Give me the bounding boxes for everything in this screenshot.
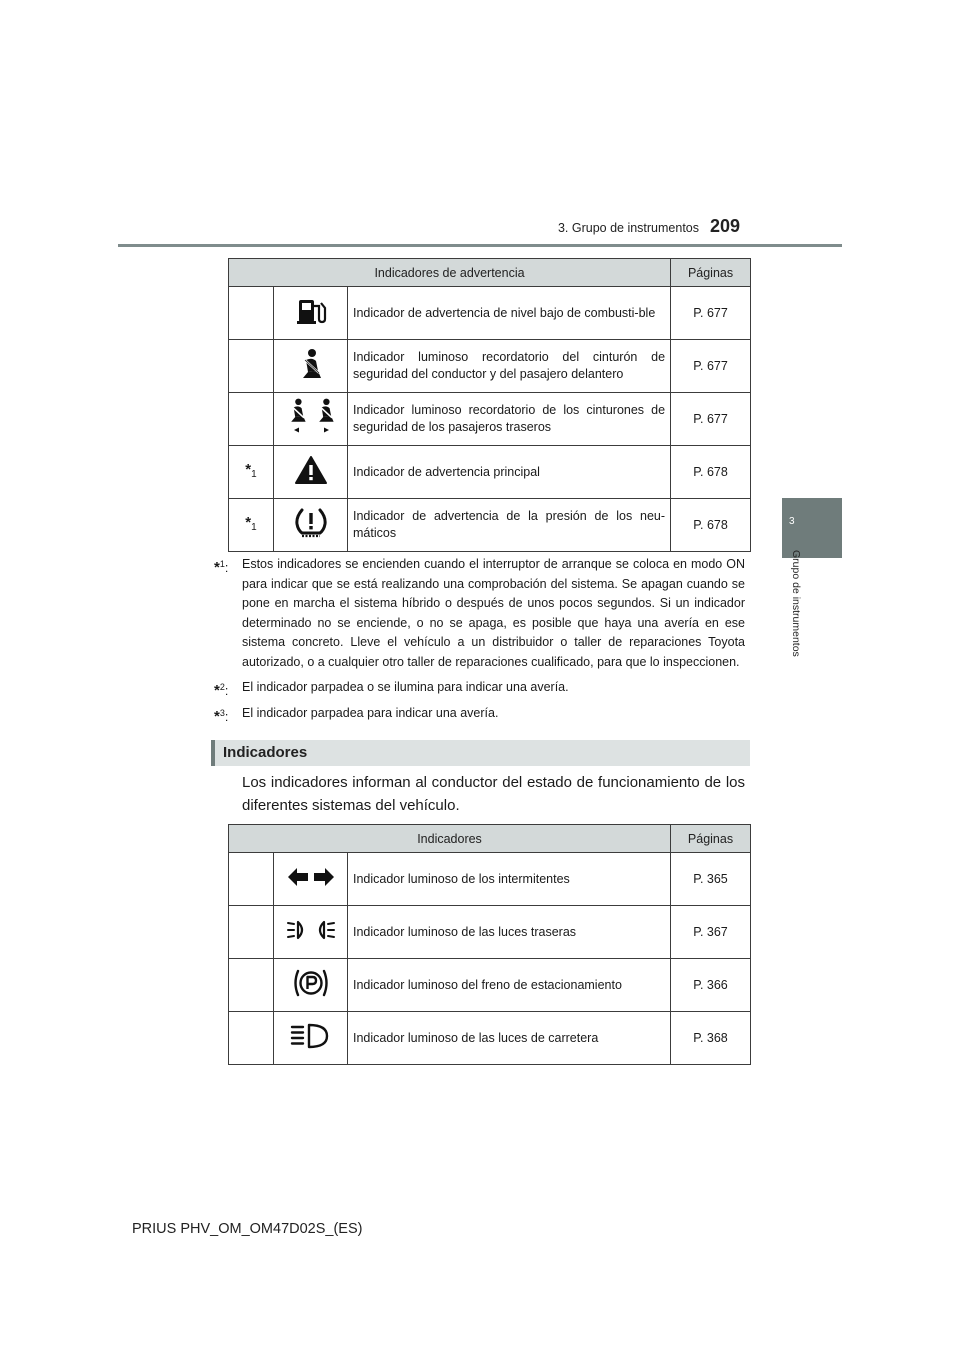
footnotes — [214, 555, 745, 729]
table-row — [229, 393, 751, 446]
row-page-ref: P. 367 — [671, 906, 751, 959]
chapter-label: Grupo de instrumentos — [790, 550, 802, 657]
row-page-ref: P. 677 — [671, 340, 751, 393]
header-pages: Páginas — [671, 825, 751, 853]
row-page-ref: P. 678 — [671, 499, 751, 552]
row-mark — [229, 287, 274, 340]
table-row — [229, 287, 751, 340]
table-row — [229, 446, 751, 499]
header-rule — [118, 244, 842, 247]
rear-seatbelt-icon — [282, 397, 340, 437]
table-header-row — [229, 259, 751, 287]
footnote-text: El indicador parpadea para indicar una avería. — [242, 705, 499, 720]
row-description: Indicador luminoso recordatorio de los cinturones de seguridad de los pasajeros traseros — [348, 393, 671, 446]
row-page-ref: P. 677 — [671, 287, 751, 340]
row-page-ref: P. 678 — [671, 446, 751, 499]
warning-lights-table — [228, 258, 751, 552]
table-row — [229, 906, 751, 959]
master-warning-icon — [294, 454, 328, 486]
table-row — [229, 499, 751, 552]
row-mark: $*_1$ — [229, 446, 274, 499]
row-description: Indicador de advertencia de la presión de los neu-máticos — [348, 499, 671, 552]
tail-light-icon — [286, 917, 336, 943]
row-description: Indicador de advertencia de nivel bajo de combusti-ble — [348, 287, 671, 340]
footnote-text: Estos indicadores se encienden cuando el interruptor de arranque se coloca en modo ON para indicar que se está realizando una comprobación del sistema. Se apagan cuando se pone en marcha el sistema híbrido o después de unos pocos segundos. Si un indicador determinado no se enciende, o no se apaga, es posible que haya una avería en ese sistema concreto. Lleve el vehículo a un distribuidor o taller de reparaciones Toyota autorizado, o a cualquier otro taller de reparaciones cualificado, para que lo inspeccionen. — [242, 557, 745, 669]
fuel-icon — [294, 294, 328, 328]
table-row — [229, 959, 751, 1012]
row-page-ref: P. 368 — [671, 1012, 751, 1065]
high-beam-icon — [289, 1022, 333, 1050]
row-description: Indicador de advertencia principal — [348, 446, 671, 499]
section-heading — [211, 740, 750, 766]
row-mark — [229, 393, 274, 446]
chapter-number: 3 — [789, 516, 795, 527]
indicators-table — [228, 824, 751, 1065]
header-indicators: Indicadores de advertencia — [229, 259, 671, 287]
footnote-3: *$^3$: El indicador parpadea para indicar una avería. — [214, 705, 499, 725]
turn-signal-icon — [286, 865, 336, 889]
document-code: PRIUS PHV_OM_OM47D02S_(ES) — [132, 1221, 363, 1237]
table-row — [229, 1012, 751, 1065]
header-indicators: Indicadores — [229, 825, 671, 853]
footnote-1: *$^1$: Estos indicadores se encienden cuando el interruptor de arranque se coloca en modo ON para indicar que se está realizando una comprobación del sistema. Se apagan cuando se pone en marcha el sistema híbrido o después de unos pocos segundos. Si un indicador determinado no se enciende, o no se apaga, es posible que haya una avería en ese sistema concreto. Lleve el vehículo a un distribuidor o taller de reparaciones Toyota autorizado, o a cualquier otro taller de reparaciones cualificado, para que lo inspeccionen. — [214, 557, 745, 669]
row-page-ref: P. 366 — [671, 959, 751, 1012]
row-description: Indicador luminoso de las luces de carretera — [348, 1012, 671, 1065]
row-description: Indicador luminoso del freno de estacionamiento — [348, 959, 671, 1012]
tire-pressure-icon — [293, 505, 329, 541]
page-number: 209 — [710, 216, 741, 236]
row-page-ref: P. 365 — [671, 853, 751, 906]
table-row — [229, 853, 751, 906]
parking-brake-icon — [292, 966, 330, 1000]
footnote-text: El indicador parpadea o se ilumina para indicar una avería. — [242, 680, 569, 694]
row-description: Indicador luminoso de los intermitentes — [348, 853, 671, 906]
row-mark: $*_1$ — [229, 499, 274, 552]
row-description: Indicador luminoso de las luces traseras — [348, 906, 671, 959]
chapter-tab — [782, 498, 842, 558]
section-intro: Los indicadores informan al conductor del estado de funcionamiento de los diferentes sistemas del vehículo. — [242, 774, 745, 814]
section-title: Indicadores — [223, 744, 308, 761]
section-header: 3. Grupo de instrumentos — [557, 221, 699, 235]
seatbelt-icon — [294, 347, 328, 381]
table-header-row — [229, 825, 751, 853]
table-row — [229, 340, 751, 393]
footnote-2: *$^2$: El indicador parpadea o se ilumina para indicar una avería. — [214, 680, 569, 700]
header-pages: Páginas — [671, 259, 751, 287]
row-page-ref: P. 677 — [671, 393, 751, 446]
row-mark — [229, 340, 274, 393]
row-description: Indicador luminoso recordatorio del cinturón de seguridad del conductor y del pasajero delantero — [348, 340, 671, 393]
